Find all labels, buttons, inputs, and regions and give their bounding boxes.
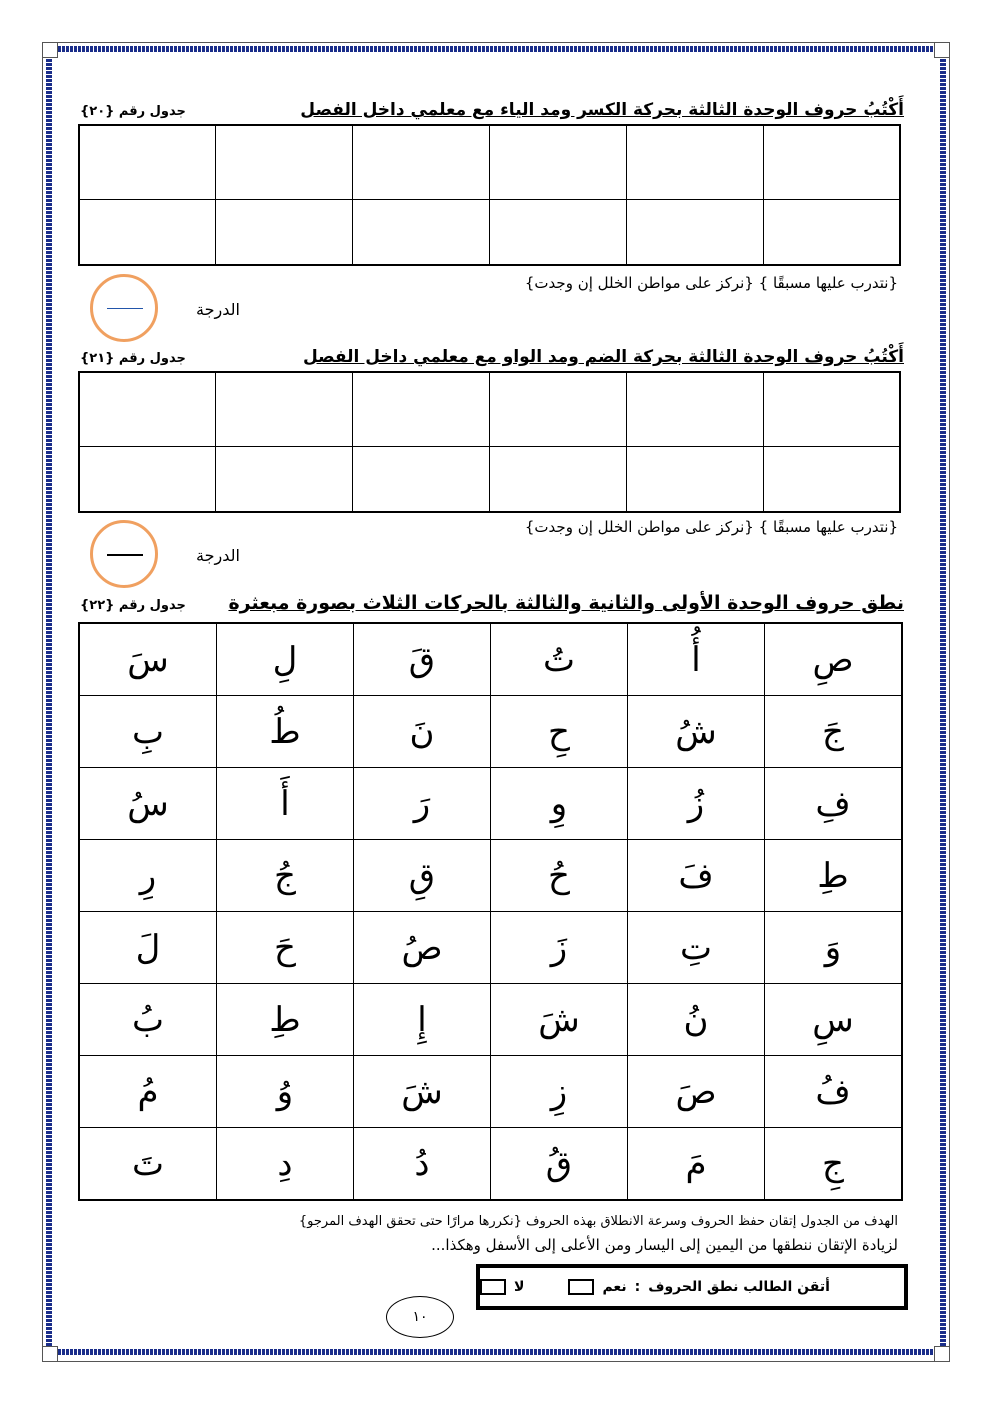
writing-cell[interactable] — [353, 372, 490, 446]
no-label: لا — [514, 1279, 525, 1295]
mastery-colon: : — [634, 1279, 641, 1295]
corner-ornament — [934, 1346, 950, 1362]
writing-cell[interactable] — [216, 372, 353, 446]
mastery-label: أتقن الطالب نطق الحروف — [648, 1279, 830, 1295]
writing-cell[interactable] — [353, 125, 490, 199]
border-band-left — [46, 58, 52, 1346]
letter-cell: سُ — [79, 768, 217, 840]
yes-checkbox[interactable] — [568, 1279, 594, 1295]
letter-cell: مَ — [628, 1128, 765, 1201]
section1-title: أَكْتُبُ حروف الوحدة الثالثة بحركة الكسر ومد الياء مع معلمي داخل الفصل — [300, 100, 904, 120]
letter-cell: طُ — [217, 696, 354, 768]
letter-cell: فِ — [765, 768, 903, 840]
letter-cell: صَ — [628, 1056, 765, 1128]
letter-cell: تَ — [79, 1128, 217, 1201]
letter-cell: جُ — [217, 840, 354, 912]
section1-table-label: جدول رقم {٢٠} — [80, 104, 186, 119]
letters-row — [79, 912, 902, 984]
writing-cell[interactable] — [79, 125, 216, 199]
writing-cell[interactable] — [764, 446, 901, 512]
letter-cell: سِ — [765, 984, 903, 1056]
letter-cell: فَ — [628, 840, 765, 912]
letter-cell: شَ — [491, 984, 628, 1056]
writing-table-21 — [78, 371, 901, 513]
letter-cell: تِ — [628, 912, 765, 984]
letter-cell: إِ — [354, 984, 491, 1056]
writing-cell[interactable] — [216, 199, 353, 265]
letter-cell: نُ — [628, 984, 765, 1056]
letter-cell: جَ — [765, 696, 903, 768]
letter-cell: دُ — [354, 1128, 491, 1201]
letter-cell: لِ — [217, 623, 354, 696]
letter-cell: شُ — [628, 696, 765, 768]
letter-cell: وَ — [765, 912, 903, 984]
writing-cell[interactable] — [627, 199, 764, 265]
grade-blank — [107, 554, 143, 556]
letter-cell: تُ — [491, 623, 628, 696]
letter-cell: مُ — [79, 1056, 217, 1128]
section2-table-label: جدول رقم {٢١} — [80, 351, 186, 366]
section1-note — [525, 274, 898, 292]
letter-cell: دِ — [217, 1128, 354, 1201]
letter-cell: رَ — [354, 768, 491, 840]
writing-cell[interactable] — [627, 125, 764, 199]
section3-title: نطق حروف الوحدة الأولى والثانية والثالثة بالحركات الثلاث بصورة مبعثرة — [228, 592, 904, 614]
letter-cell: نَ — [354, 696, 491, 768]
border-band-top — [58, 46, 934, 52]
border-band-right — [940, 58, 946, 1346]
writing-cell[interactable] — [490, 372, 627, 446]
writing-cell[interactable] — [764, 372, 901, 446]
page-number: ١٠ — [386, 1296, 454, 1338]
no-checkbox[interactable] — [480, 1279, 506, 1295]
grade-label: الدرجة — [196, 300, 240, 319]
letter-cell: زُ — [628, 768, 765, 840]
letter-cell: طِ — [765, 840, 903, 912]
letter-cell: جِ — [765, 1128, 903, 1201]
border-band-bottom — [58, 1349, 934, 1355]
letter-cell: زِ — [491, 1056, 628, 1128]
section2-note — [525, 518, 898, 536]
writing-cell[interactable] — [79, 446, 216, 512]
letter-cell: قِ — [354, 840, 491, 912]
letters-row — [79, 696, 902, 768]
note-focus: {نركز على مواطن الخلل إن وجدت} — [524, 274, 754, 292]
letters-table-22 — [78, 622, 903, 1201]
corner-ornament — [934, 42, 950, 58]
writing-cell[interactable] — [216, 446, 353, 512]
writing-cell[interactable] — [79, 199, 216, 265]
writing-cell[interactable] — [216, 125, 353, 199]
letters-row — [79, 1056, 902, 1128]
letter-cell: بِ — [79, 696, 217, 768]
letter-cell: زَ — [491, 912, 628, 984]
corner-ornament — [42, 42, 58, 58]
letter-cell: فُ — [765, 1056, 903, 1128]
letter-cell: بُ — [79, 984, 217, 1056]
writing-cell[interactable] — [627, 446, 764, 512]
practice-direction-text: لزيادة الإتقان ننطقها من اليمين إلى اليسار ومن الأعلى إلى الأسفل وهكذا... — [431, 1236, 898, 1254]
letter-cell: أَ — [217, 768, 354, 840]
note-practice: {نتدرب عليها مسبقًا } — [758, 518, 898, 536]
writing-table-20 — [78, 124, 901, 266]
note-focus: {نركز على مواطن الخلل إن وجدت} — [524, 518, 754, 536]
goal-text: الهدف من الجدول إتقان حفظ الحروف وسرعة الانطلاق بهذه الحروف {نكررها مرارًا حتى تحقق الهدف المرجو} — [298, 1214, 898, 1229]
letter-cell: طِ — [217, 984, 354, 1056]
letter-cell: أُ — [628, 623, 765, 696]
grade-blank — [107, 308, 143, 309]
writing-cell[interactable] — [764, 125, 901, 199]
writing-cell[interactable] — [79, 372, 216, 446]
letters-row — [79, 768, 902, 840]
section2-title: أَكْتُبُ حروف الوحدة الثالثة بحركة الضم ومد الواو مع معلمي داخل الفصل — [302, 347, 904, 367]
letter-cell: حَ — [217, 912, 354, 984]
grade-circle[interactable] — [90, 274, 158, 342]
letters-row — [79, 1128, 902, 1201]
letter-cell: رِ — [79, 840, 217, 912]
letter-cell: شَ — [354, 1056, 491, 1128]
grade-label: الدرجة — [196, 546, 240, 565]
section3-table-label: جدول رقم {٢٢} — [80, 598, 186, 613]
writing-cell[interactable] — [353, 199, 490, 265]
letters-row — [79, 623, 902, 696]
letter-cell: قَ — [354, 623, 491, 696]
writing-cell[interactable] — [353, 446, 490, 512]
note-practice: {نتدرب عليها مسبقًا } — [758, 274, 898, 292]
letter-cell: صُ — [354, 912, 491, 984]
letter-cell: لَ — [79, 912, 217, 984]
letter-cell: وُ — [217, 1056, 354, 1128]
corner-ornament — [42, 1346, 58, 1362]
letter-cell: قُ — [491, 1128, 628, 1201]
letter-cell: حِ — [491, 696, 628, 768]
writing-cell[interactable] — [764, 199, 901, 265]
writing-cell[interactable] — [490, 199, 627, 265]
writing-cell[interactable] — [490, 446, 627, 512]
letter-cell: سَ — [79, 623, 217, 696]
letter-cell: وِ — [491, 768, 628, 840]
letters-row — [79, 840, 902, 912]
mastery-box — [476, 1264, 908, 1310]
grade-circle[interactable] — [90, 520, 158, 588]
letters-row — [79, 984, 902, 1056]
letter-cell: حُ — [491, 840, 628, 912]
yes-label: نعم — [602, 1279, 627, 1295]
writing-cell[interactable] — [627, 372, 764, 446]
letter-cell: صِ — [765, 623, 903, 696]
writing-cell[interactable] — [490, 125, 627, 199]
